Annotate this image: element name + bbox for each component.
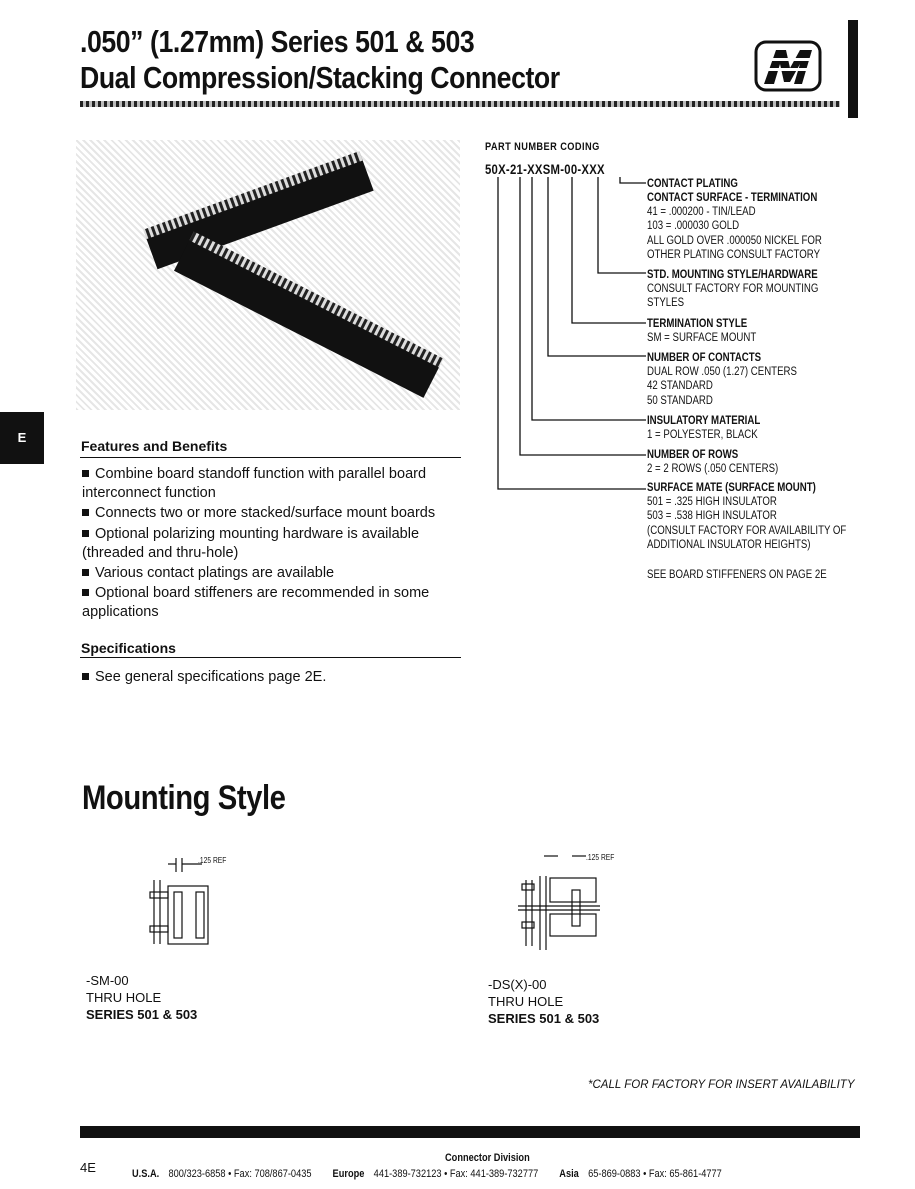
field-label: INSULATORY MATERIAL: [647, 415, 761, 427]
part-number-leaders: [480, 175, 650, 495]
sm-00-drawing: [146, 852, 256, 948]
field-line: (CONSULT FACTORY FOR AVAILABILITY OF: [647, 524, 847, 537]
part-number-code: 50X-21-XXSM-00-XXX: [485, 162, 605, 177]
ds-00-caption: [488, 976, 599, 1027]
europe-label: Europe: [332, 1168, 365, 1180]
field-line: 1 = POLYESTER, BLACK: [647, 429, 758, 441]
style-code: -DS(X)-00: [488, 977, 547, 992]
insert-availability-note: *CALL FOR FACTORY FOR INSERT AVAILABILITY: [588, 1079, 855, 1091]
field-line: 2 = 2 ROWS (.050 CENTERS): [647, 463, 779, 475]
specifications-rule: [80, 657, 461, 658]
field-label: CONTACT SURFACE - TERMINATION: [647, 192, 818, 204]
field-line: OTHER PLATING CONSULT FACTORY: [647, 248, 821, 261]
style-code: -SM-00: [86, 973, 129, 988]
field-line: CONSULT FACTORY FOR MOUNTING: [647, 283, 819, 295]
field-label: NUMBER OF ROWS: [647, 449, 739, 461]
field-contact-surface: [647, 191, 822, 262]
field-label: SURFACE MATE (SURFACE MOUNT): [647, 482, 816, 494]
field-line: ADDITIONAL INSULATOR HEIGHTS): [647, 538, 811, 551]
field-line: ALL GOLD OVER .000050 NICKEL FOR: [647, 234, 822, 247]
field-label: TERMINATION STYLE: [647, 318, 748, 330]
sm-00-caption: [86, 972, 197, 1023]
feature-item: Combine board standoff function with parallel board interconnect function: [82, 466, 427, 501]
feature-item: Optional polarizing mounting hardware is available (threaded and thru-hole): [82, 526, 420, 561]
ds-00-dim-label: .125 REF: [586, 853, 615, 862]
feature-item: Various contact platings are available: [82, 564, 462, 583]
field-surface-mate: [647, 481, 846, 552]
feature-item: Optional board stiffeners are recommended in some applications: [82, 585, 430, 620]
specifications-heading: Specifications: [81, 640, 176, 656]
product-photo: [76, 140, 460, 410]
features-list: [82, 465, 462, 622]
m-logo-icon: [752, 38, 824, 94]
stiffeners-note: SEE BOARD STIFFENERS ON PAGE 2E: [647, 569, 827, 581]
feature-item: Connects two or more stacked/surface mount boards: [82, 504, 462, 523]
usa-contact: 800/323-6858 • Fax: 708/867-0435: [168, 1168, 312, 1180]
field-contact-plating: CONTACT PLATING: [647, 178, 738, 190]
specifications-item: See general specifications page 2E.: [82, 668, 326, 687]
field-number-of-contacts: [647, 351, 797, 408]
europe-contact: 441-389-732123 • Fax: 441-389-732777: [373, 1168, 539, 1180]
field-line: STYLES: [647, 297, 685, 310]
field-termination-style: [647, 317, 756, 345]
usa-label: U.S.A.: [132, 1168, 160, 1180]
field-number-of-rows: [647, 448, 778, 476]
header-edge-bar: [848, 20, 858, 118]
footer-contacts: [132, 1168, 722, 1180]
header-rule: [80, 101, 840, 107]
field-label: NUMBER OF CONTACTS: [647, 352, 762, 364]
features-heading: Features and Benefits: [81, 438, 228, 454]
features-rule: [80, 457, 461, 458]
field-insulatory-material: [647, 414, 760, 442]
field-line: 503 = .538 HIGH INSULATOR: [647, 510, 777, 523]
field-label: STD. MOUNTING STYLE/HARDWARE: [647, 269, 818, 281]
asia-contact: 65-869-0883 • Fax: 65-861-4777: [588, 1168, 722, 1180]
part-number-heading: PART NUMBER CODING: [485, 141, 600, 153]
field-line: 42 STANDARD: [647, 380, 713, 393]
field-line: 50 STANDARD: [647, 394, 713, 407]
field-line: DUAL ROW .050 (1.27) CENTERS: [647, 366, 797, 378]
field-mounting-style: [647, 268, 818, 311]
field-line: 501 = .325 HIGH INSULATOR: [647, 496, 777, 508]
ds-00-drawing: [516, 850, 626, 954]
footer-rule: [80, 1126, 860, 1138]
style-series: SERIES 501 & 503: [86, 1007, 198, 1022]
title-line-2: Dual Compression/Stacking Connector: [80, 60, 560, 95]
field-line: SM = SURFACE MOUNT: [647, 332, 757, 344]
page-number: 4E: [80, 1160, 96, 1175]
mounting-style-heading: Mounting Style: [82, 779, 286, 817]
footer-division: Connector Division: [445, 1152, 530, 1164]
asia-label: Asia: [559, 1168, 579, 1180]
style-series: SERIES 501 & 503: [488, 1011, 600, 1026]
section-tab: E: [0, 412, 44, 464]
style-type: THRU HOLE: [488, 994, 564, 1009]
field-line: 103 = .000030 GOLD: [647, 220, 740, 233]
title-line-1: .050” (1.27mm) Series 501 & 503: [80, 24, 475, 59]
sm-00-dim-label: .125 REF: [198, 856, 227, 865]
field-line: 41 = .000200 - TIN/LEAD: [647, 206, 756, 218]
style-type: THRU HOLE: [86, 990, 162, 1005]
